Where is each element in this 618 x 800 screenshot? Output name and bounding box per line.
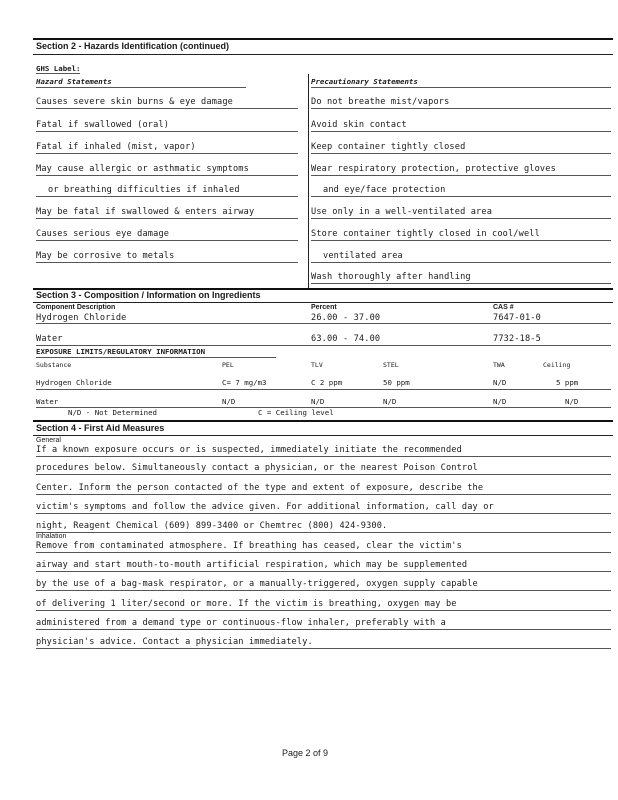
precautionary-statement: Do not breathe mist/vapors [311,97,450,107]
inhalation-line: of delivering 1 liter/second or more. If the victim is breathing, oxygen may be [36,599,457,609]
exp-header-tlv: TLV [311,361,323,369]
hazard-statement: Causes serious eye damage [36,229,170,239]
hazard-statement: Fatal if swallowed (oral) [36,120,170,130]
text-rule [36,610,611,611]
text-rule [36,648,611,649]
general-line: Center. Inform the person contacted of the type and extent of exposure, describe the [36,483,484,493]
exp-header-pel: PEL [222,361,234,369]
hazard-line [36,218,298,219]
hazard-line [36,240,298,241]
section2-title: Section 2 - Hazards Identification (continued) [36,41,230,51]
exposure-stel: N/D [383,397,397,406]
exposure-tlv: N/D [311,397,325,406]
hazard-statement: or breathing difficulties if inhaled [48,185,240,195]
hazard-line [36,262,298,263]
inhalation-line: airway and start mouth-to-mouth artificial respiration, which may be supplemented [36,560,468,570]
general-line: victim's symptoms and follow the advice given. For additional information, call day or [36,502,494,512]
text-rule [36,494,611,495]
precautionary-statements-header: Precautionary Statements [311,77,418,86]
precautionary-statement: Avoid skin contact [311,120,407,130]
precautionary-statement: and eye/face protection [323,185,446,195]
precautionary-statement: Wash thoroughly after handling [311,272,471,282]
text-rule [36,552,611,553]
precautionary-statement: Store container tightly closed in cool/well [311,229,540,239]
component-row-rule [36,345,611,346]
precautionary-statement: Keep container tightly closed [311,142,466,152]
legend-not-determined: N/D - Not Determined [68,408,157,417]
hazard-line [36,153,298,154]
section4-top-rule [33,420,613,422]
precautionary-statement: ventilated area [323,251,403,261]
exposure-substance: Water [36,397,59,406]
inhalation-line: by the use of a bag-mask respirator, or a manually-triggered, oxygen supply capable [36,579,478,589]
exp-header-ceiling: Ceiling [543,361,571,369]
text-rule [36,532,611,533]
exposure-pel: N/D [222,397,236,406]
general-line: If a known exposure occurs or is suspected, immediately initiate the recommended [36,445,462,455]
percent-header: Percent [311,304,337,311]
component-header: Component Description [36,304,116,311]
page-number: Page 2 of 9 [282,748,329,758]
inhalation-line: administered from a demand type or continuous-flow inhaler, preferably with a [36,618,446,628]
component-percent: 63.00 - 74.00 [311,334,381,344]
text-rule [36,629,611,630]
hazard-statement: May be fatal if swallowed & enters airway [36,207,255,217]
hazard-statement: Fatal if inhaled (mist, vapor) [36,142,196,152]
component-cas: 7732-18-5 [493,334,541,344]
exposure-twa: N/D [493,378,507,387]
inhalation-label: Inhalation [36,533,67,540]
text-rule [36,590,611,591]
hazard-statements-header: Hazard Statements [36,77,112,86]
precaution-line [311,240,611,241]
precautionary-statement: Use only in a well-ventilated area [311,207,493,217]
component-percent: 26.00 - 37.00 [311,313,381,323]
exposure-stel: 50 ppm [383,378,410,387]
exposure-title: EXPOSURE LIMITS/REGULATORY INFORMATION [36,347,206,356]
precaution-line [311,196,611,197]
component-row-rule [36,323,611,324]
ghs-column-divider [308,74,309,288]
general-line: procedures below. Simultaneously contact a physician, or the nearest Poison Control [36,463,478,473]
inhalation-line: physician's advice. Contact a physician immediately. [36,637,313,647]
section2-title-rule [33,54,613,55]
exp-header-twa: TWA [493,361,505,369]
inhalation-line: Remove from contaminated atmosphere. If breathing has ceased, clear the victim's [36,541,462,551]
precaution-header-underline [311,87,611,88]
precaution-line [311,262,611,263]
exposure-pel: C= 7 mg/m3 [222,378,267,387]
text-rule [36,571,611,572]
hazard-statement: May be corrosive to metals [36,251,175,261]
exposure-title-underline [36,357,276,358]
exposure-twa: N/D [493,397,507,406]
section3-title: Section 3 - Composition / Information on Ingredients [36,290,261,300]
exp-header-substance: Substance [36,361,72,369]
hazard-line [36,175,298,176]
general-label: General [36,437,61,444]
precaution-line [311,108,611,109]
section4-title: Section 4 - First Aid Measures [36,423,165,433]
exposure-tlv: C 2 ppm [311,378,343,387]
section4-title-rule [33,435,613,436]
text-rule [36,513,611,514]
component-name: Water [36,334,63,344]
precaution-line [311,218,611,219]
general-line: night, Reagent Chemical (609) 899-3400 or Chemtrec (800) 424-9300. [36,521,388,531]
hazard-line [36,108,298,109]
hazard-statement: May cause allergic or asthmatic symptoms [36,164,249,174]
section2-top-rule [33,38,613,40]
exposure-substance: Hydrogen Chloride [36,378,112,387]
text-rule [36,474,611,475]
text-rule [36,456,611,457]
exposure-row-rule [36,389,611,390]
precautionary-statement: Wear respiratory protection, protective gloves [311,164,556,174]
cas-header: CAS # [493,304,514,311]
hazard-header-underline [36,87,246,88]
component-cas: 7647-01-0 [493,313,541,323]
component-name: Hydrogen Chloride [36,313,127,323]
hazard-statement: Causes severe skin burns & eye damage [36,97,233,107]
section3-title-rule [33,302,613,303]
ghs-label-underline [36,73,80,74]
precaution-line [311,175,611,176]
exposure-ceiling: 5 ppm [556,378,579,387]
precaution-line [311,131,611,132]
precaution-line [311,283,611,284]
hazard-line [36,196,298,197]
hazard-line [36,131,298,132]
exposure-ceiling: N/D [565,397,579,406]
exp-header-stel: STEL [383,361,399,369]
ghs-label: GHS Label: [36,64,81,73]
legend-ceiling: C = Ceiling level [258,408,334,417]
precaution-line [311,153,611,154]
